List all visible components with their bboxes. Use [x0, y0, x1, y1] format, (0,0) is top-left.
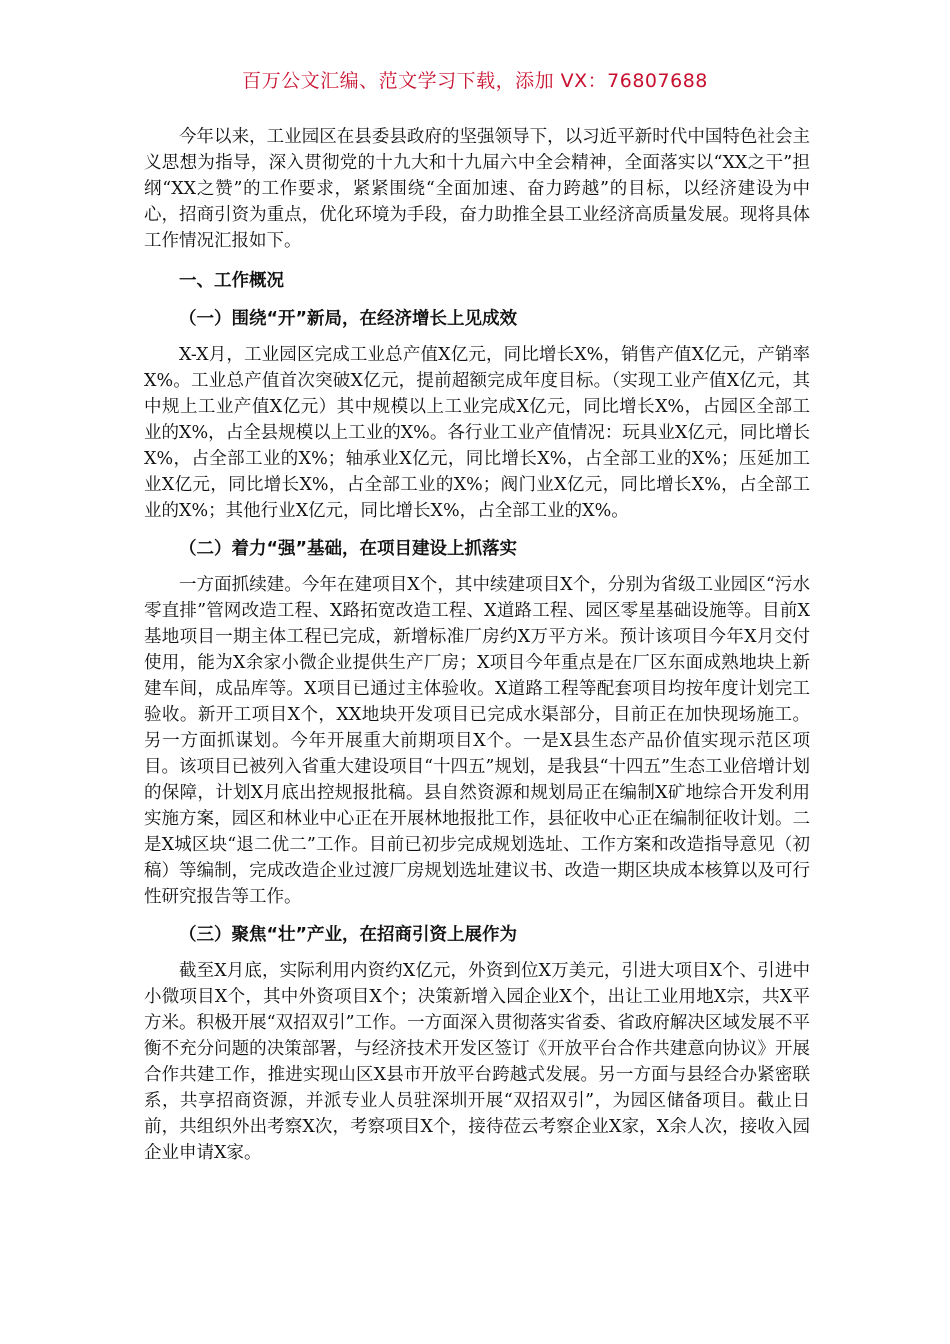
subsection-heading-economy: （一）围绕“开”新局，在经济增长上见成效	[179, 309, 518, 329]
intro-paragraph: 今年以来，工业园区在县委县政府的坚强领导下，以习近平新时代中国特色社会主义思想为指导，深入贯彻党的十九大和十九届六中全会精神，全面落实以“XX之干”担纲“XX之赞”的工作要求，紧紧围绕“全面加速、奋力跨越”的目标，以经济建设为中心，招商引资为重点，优化环境为手段，奋力助推全县工业经济高质量发展。现将具体工作情况汇报如下。	[144, 127, 810, 251]
projects-paragraph: 一方面抓续建。今年在建项目X个，其中续建项目X个，分别为省级工业园区“污水零直排”管网改造工程、X路拓宽改造工程、X道路工程、园区零星基础设施等。目前X基地项目一期主体工程已完成，新增标准厂房约X万平方米。预计该项目今年X月交付使用，能为X余家小微企业提供生产厂房；X项目今年重点是在厂区东面成熟地块上新建车间，成品库等。X项目已通过主体验收。X道路工程等配套项目均按年度计划完工验收。新开工项目X个，XX地块开发项目已完成水渠部分，目前正在加快现场施工。另一方面抓谋划。今年开展重大前期项目X个。一是X县生态产品价值实现示范区项目。该项目已被列入省重大建设项目“十四五”规划，是我县“十四五”生态工业倍增计划的保障，计划X月底出控规报批稿。县自然资源和规划局正在编制X矿地综合开发利用实施方案，园区和林业中心正在开展林地报批工作，县征收中心正在编制征收计划。二是X城区块“退二优二”工作。目前已初步完成规划选址、工作方案和改造指导意见（初稿）等编制，完成改造企业过渡厂房规划选址建议书、改造一期区块成本核算以及可行性研究报告等工作。	[144, 575, 810, 907]
subsection-heading-investment: （三）聚焦“壮”产业，在招商引资上展作为	[179, 925, 518, 945]
investment-paragraph: 截至X月底，实际利用内资约X亿元，外资到位X万美元，引进大项目X个、引进中小微项目X个，其中外资项目X个；决策新增入园企业X个，出让工业用地X宗，共X平方米。积极开展“双招双引”工作。一方面深入贯彻落实省委、省政府解决区域发展不平衡不充分问题的决策部署，与经济技术开发区签订《开放平台合作共建意向协议》开展合作共建工作，推进实现山区X县市开放平台跨越式发展。另一方面与县经合办紧密联系，共享招商资源，并派专业人员驻深圳开展“双招双引”，为园区储备项目。截止日前，共组织外出考察X次，考察项目X个，接待莅云考察企业X家，X余人次，接收入园企业申请X家。	[144, 961, 810, 1163]
subsection-heading-projects: （二）着力“强”基础，在项目建设上抓落实	[179, 539, 518, 559]
section-heading-overview: 一、工作概况	[179, 271, 284, 291]
economy-paragraph: X-X月，工业园区完成工业总产值X亿元，同比增长X%，销售产值X亿元，产销率X%。工业总产值首次突破X亿元，提前超额完成年度目标。（实现工业产值X亿元，其中规上工业产值X亿元）其中规模以上工业完成X亿元，同比增长X%，占园区全部工业的X%，占全县规模以上工业的X%。各行业工业产值情况：玩具业X亿元，同比增长X%，占全部工业的X%；轴承业X亿元，同比增长X%，占全部工业的X%；压延加工业X亿元，同比增长X%，占全部工业的X%；阀门业X亿元，同比增长X%，占全部工业的X%；其他行业X亿元，同比增长X%，占全部工业的X%。	[144, 345, 810, 521]
watermark-banner: 百万公文汇编、范文学习下载，添加 VX：76807688	[242, 70, 708, 92]
document-body	[144, 124, 810, 1166]
